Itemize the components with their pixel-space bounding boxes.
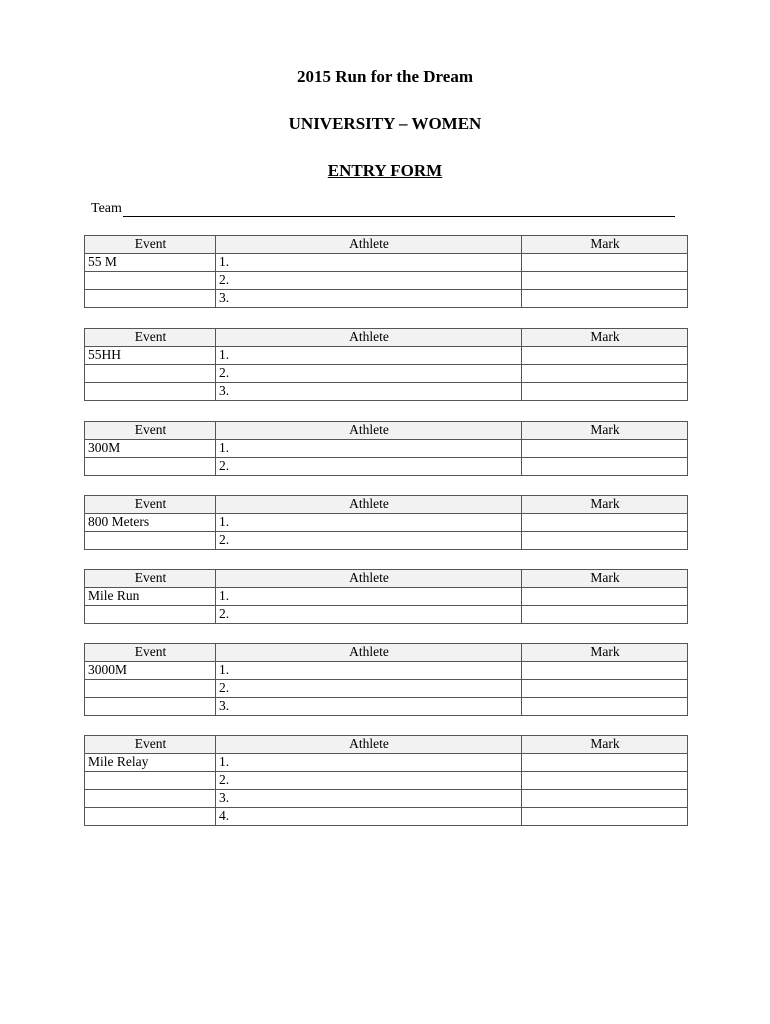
table-row	[85, 754, 688, 772]
mark-cell[interactable]	[522, 588, 688, 606]
event-cell-empty	[85, 365, 216, 383]
mark-cell[interactable]	[522, 808, 688, 826]
event-cell-empty	[85, 772, 216, 790]
event-table-header	[85, 570, 688, 588]
mark-cell[interactable]	[522, 532, 688, 550]
event-cell-empty	[85, 383, 216, 401]
event-name: Mile Run	[85, 588, 216, 606]
team-label: Team	[91, 201, 122, 216]
table-row	[85, 347, 688, 365]
form-title: ENTRY FORM	[327, 161, 443, 180]
event-column-header: Event	[85, 736, 216, 754]
mark-cell[interactable]	[522, 514, 688, 532]
event-table-header	[85, 236, 688, 254]
team-field	[91, 201, 675, 217]
athlete-slot[interactable]: 1.	[216, 347, 522, 365]
athlete-slot[interactable]: 2.	[216, 606, 522, 624]
event-table-mile-run	[84, 569, 688, 624]
mark-cell[interactable]	[522, 754, 688, 772]
athlete-slot[interactable]: 2.	[216, 680, 522, 698]
table-row	[85, 588, 688, 606]
event-cell-empty	[85, 290, 216, 308]
event-column-header: Event	[85, 570, 216, 588]
event-table-3000m	[84, 643, 688, 716]
event-table-header	[85, 736, 688, 754]
mark-column-header: Mark	[522, 736, 688, 754]
mark-cell[interactable]	[522, 698, 688, 716]
table-row	[85, 772, 688, 790]
athlete-slot[interactable]: 3.	[216, 790, 522, 808]
event-name: 300M	[85, 440, 216, 458]
event-table-header	[85, 422, 688, 440]
event-table-800-meters	[84, 495, 688, 550]
athlete-slot[interactable]: 3.	[216, 290, 522, 308]
mark-column-header: Mark	[522, 570, 688, 588]
athlete-column-header: Athlete	[216, 570, 522, 588]
event-name: 55HH	[85, 347, 216, 365]
table-row	[85, 383, 688, 401]
athlete-slot[interactable]: 2.	[216, 772, 522, 790]
athlete-column-header: Athlete	[216, 236, 522, 254]
table-row	[85, 514, 688, 532]
athlete-column-header: Athlete	[216, 644, 522, 662]
event-cell-empty	[85, 790, 216, 808]
athlete-slot[interactable]: 1.	[216, 662, 522, 680]
event-table-header	[85, 496, 688, 514]
athlete-slot[interactable]: 2.	[216, 272, 522, 290]
athlete-slot[interactable]: 4.	[216, 808, 522, 826]
event-cell-empty	[85, 680, 216, 698]
event-column-header: Event	[85, 422, 216, 440]
athlete-slot[interactable]: 2.	[216, 532, 522, 550]
mark-cell[interactable]	[522, 680, 688, 698]
event-table-55m	[84, 235, 688, 308]
table-row	[85, 680, 688, 698]
event-name: 3000M	[85, 662, 216, 680]
athlete-slot[interactable]: 1.	[216, 440, 522, 458]
mark-cell[interactable]	[522, 606, 688, 624]
mark-cell[interactable]	[522, 347, 688, 365]
event-name: 55 M	[85, 254, 216, 272]
athlete-slot[interactable]: 2.	[216, 458, 522, 476]
mark-column-header: Mark	[522, 236, 688, 254]
event-column-header: Event	[85, 496, 216, 514]
event-column-header: Event	[85, 236, 216, 254]
table-row	[85, 290, 688, 308]
event-column-header: Event	[85, 644, 216, 662]
event-cell-empty	[85, 606, 216, 624]
event-cell-empty	[85, 808, 216, 826]
mark-column-header: Mark	[522, 496, 688, 514]
mark-cell[interactable]	[522, 290, 688, 308]
event-table-300m	[84, 421, 688, 476]
table-row	[85, 532, 688, 550]
athlete-slot[interactable]: 1.	[216, 754, 522, 772]
event-table-header	[85, 644, 688, 662]
mark-cell[interactable]	[522, 458, 688, 476]
event-name: Mile Relay	[85, 754, 216, 772]
table-row	[85, 440, 688, 458]
athlete-column-header: Athlete	[216, 736, 522, 754]
athlete-column-header: Athlete	[216, 496, 522, 514]
mark-cell[interactable]	[522, 383, 688, 401]
event-column-header: Event	[85, 329, 216, 347]
mark-column-header: Mark	[522, 422, 688, 440]
table-row	[85, 254, 688, 272]
event-cell-empty	[85, 532, 216, 550]
event-table-55hh	[84, 328, 688, 401]
athlete-slot[interactable]: 2.	[216, 365, 522, 383]
mark-column-header: Mark	[522, 329, 688, 347]
table-row	[85, 662, 688, 680]
team-input-line[interactable]	[123, 202, 675, 217]
event-cell-empty	[85, 272, 216, 290]
event-table-header	[85, 329, 688, 347]
table-row	[85, 365, 688, 383]
mark-cell[interactable]	[522, 790, 688, 808]
event-name: 800 Meters	[85, 514, 216, 532]
table-row	[85, 808, 688, 826]
athlete-column-header: Athlete	[216, 422, 522, 440]
athlete-slot[interactable]: 1.	[216, 514, 522, 532]
mark-cell[interactable]	[522, 772, 688, 790]
mark-cell[interactable]	[522, 662, 688, 680]
event-cell-empty	[85, 458, 216, 476]
table-row	[85, 458, 688, 476]
event-cell-empty	[85, 698, 216, 716]
mark-cell[interactable]	[522, 440, 688, 458]
athlete-slot[interactable]: 1.	[216, 588, 522, 606]
athlete-column-header: Athlete	[216, 329, 522, 347]
mark-cell[interactable]	[522, 272, 688, 290]
page-title: 2015 Run for the Dream	[297, 67, 473, 86]
table-row	[85, 272, 688, 290]
mark-cell[interactable]	[522, 254, 688, 272]
athlete-slot[interactable]: 3.	[216, 383, 522, 401]
event-table-mile-relay	[84, 735, 688, 826]
table-row	[85, 606, 688, 624]
athlete-slot[interactable]: 3.	[216, 698, 522, 716]
table-row	[85, 698, 688, 716]
division-subtitle: UNIVERSITY – WOMEN	[288, 114, 482, 133]
table-row	[85, 790, 688, 808]
mark-column-header: Mark	[522, 644, 688, 662]
mark-cell[interactable]	[522, 365, 688, 383]
athlete-slot[interactable]: 1.	[216, 254, 522, 272]
